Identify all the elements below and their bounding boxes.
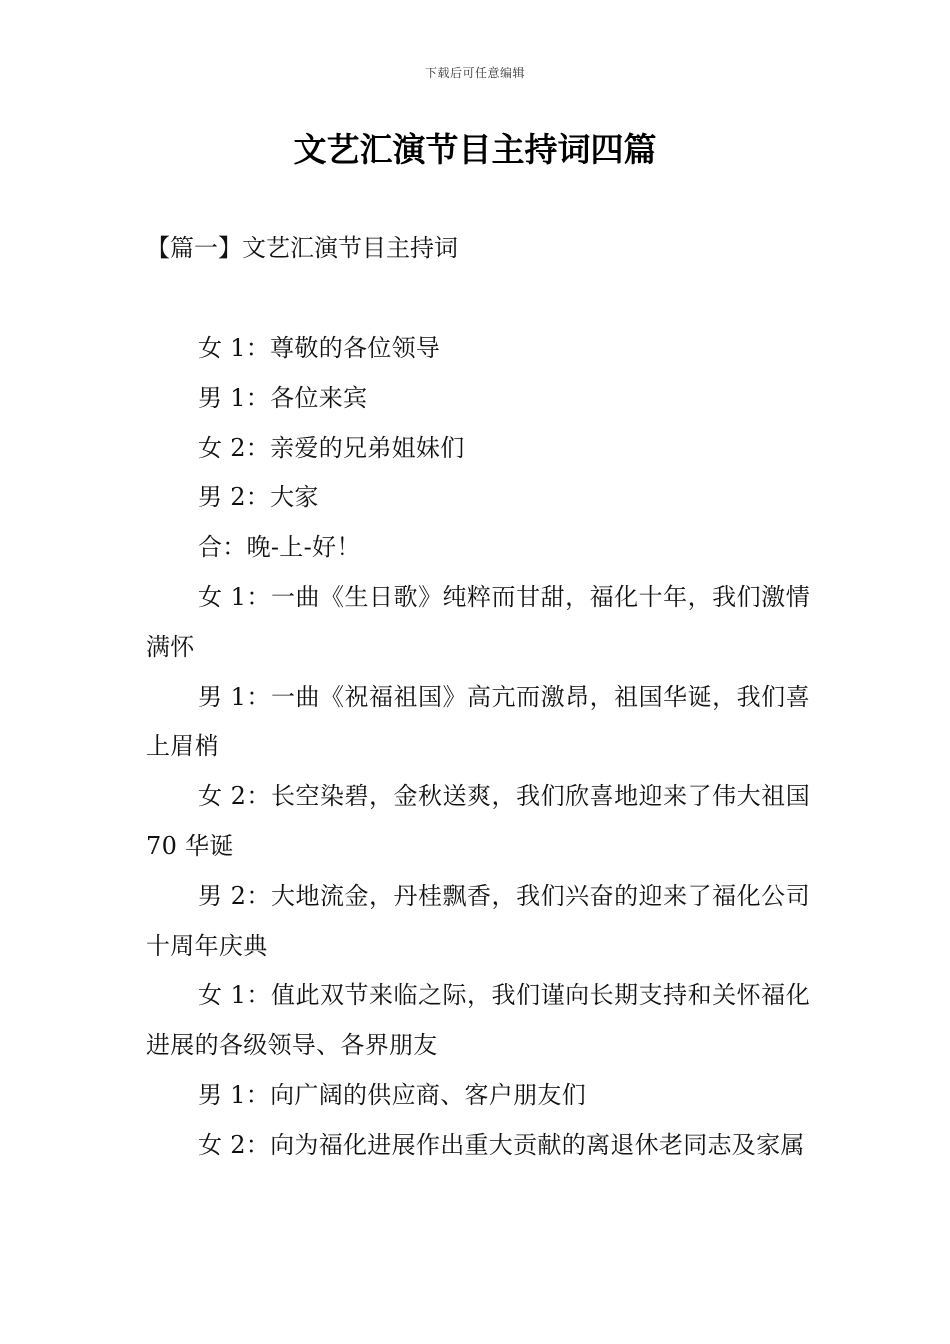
script-line: 女 1：尊敬的各位领导	[198, 334, 441, 362]
script-line: 合：晚-上-好！	[198, 533, 361, 562]
script-body	[146, 324, 810, 1171]
header-note: 下载后可任意编辑	[424, 66, 525, 80]
script-line: 女 2：亲爱的兄弟姐妹们	[198, 433, 465, 462]
script-line: 女 1：一曲《生日歌》纯粹而甘甜，福化十年，我们激情满怀	[146, 582, 810, 661]
document-title: 文艺汇演节目主持词四篇	[293, 130, 657, 169]
script-line: 女 2：长空染碧，金秋送爽，我们欣喜地迎来了伟大祖国 70 华诞	[146, 782, 810, 860]
script-line: 男 1：一曲《祝福祖国》高亢而激昂，祖国华诞，我们喜上眉梢	[146, 682, 810, 761]
script-line: 男 1：向广阔的供应商、客户朋友们	[198, 1080, 586, 1109]
script-line: 女 1：值此双节来临之际，我们谨向长期支持和关怀福化进展的各级领导、各界朋友	[146, 981, 810, 1060]
section-heading: 【篇一】文艺汇演节目主持词	[146, 234, 458, 262]
script-line: 男 1：各位来宾	[198, 383, 368, 412]
script-line: 女 2：向为福化进展作出重大贡献的离退休老同志及家属	[198, 1130, 805, 1159]
script-line: 男 2：大地流金，丹桂飘香，我们兴奋的迎来了福化公司十周年庆典	[146, 881, 810, 960]
script-line: 男 2：大家	[198, 483, 319, 512]
